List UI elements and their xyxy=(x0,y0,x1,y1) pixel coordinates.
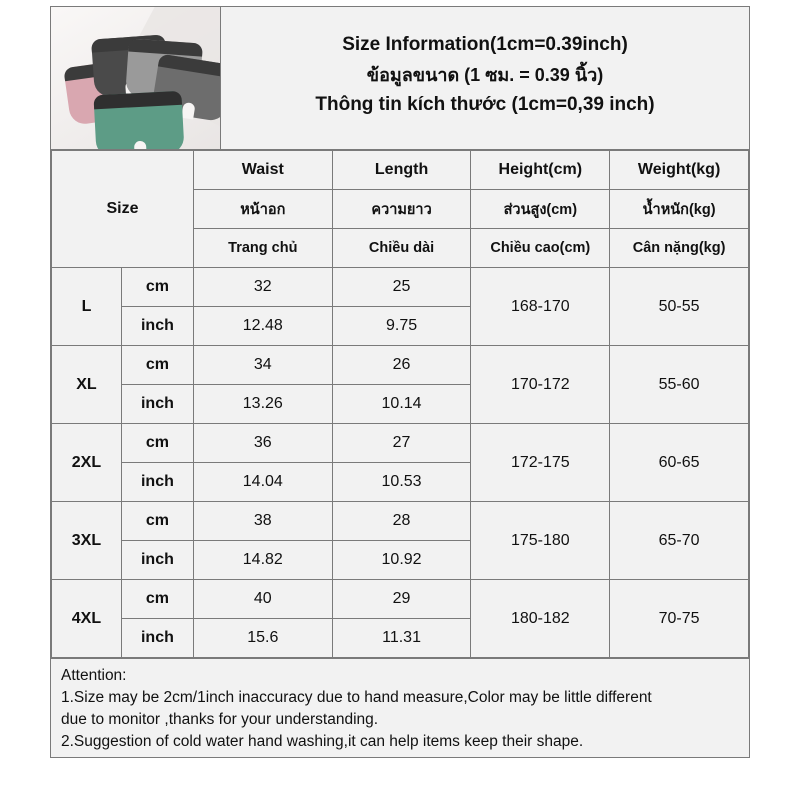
product-photo xyxy=(51,7,221,149)
table-row xyxy=(52,268,749,307)
unit-cm: cm xyxy=(121,346,193,385)
title-line-th: ข้อมูลขนาด (1 ซม. = 0.39 นิ้ว) xyxy=(366,65,604,85)
row-size-XL: XL xyxy=(52,346,122,424)
length-inch-4XL: 11.31 xyxy=(332,619,471,658)
col-header-waist-vi: Trang chủ xyxy=(193,229,332,268)
row-size-4XL: 4XL xyxy=(52,580,122,658)
waist-inch-3XL: 14.82 xyxy=(193,541,332,580)
col-header-length-th: ความยาว xyxy=(332,190,471,229)
col-header-waist-en: Waist xyxy=(193,151,332,190)
weight-4XL: 70-75 xyxy=(610,580,749,658)
waist-inch-L: 12.48 xyxy=(193,307,332,346)
col-header-length-en: Length xyxy=(332,151,471,190)
chart-header xyxy=(51,7,749,150)
attention-line-2: due to monitor ,thanks for your understanding. xyxy=(61,711,379,728)
height-3XL: 175-180 xyxy=(471,502,610,580)
height-L: 168-170 xyxy=(471,268,610,346)
attention-block xyxy=(51,658,749,757)
row-size-L: L xyxy=(52,268,122,346)
attention-line-1: 1.Size may be 2cm/1inch inaccuracy due to hand measure,Color may be little different xyxy=(61,689,652,706)
length-inch-L: 9.75 xyxy=(332,307,471,346)
row-size-3XL: 3XL xyxy=(52,502,122,580)
unit-inch: inch xyxy=(121,463,193,502)
table-row xyxy=(52,346,749,385)
table-header-row-en xyxy=(52,151,749,190)
col-header-weight-en: Weight(kg) xyxy=(610,151,749,190)
length-inch-XL: 10.14 xyxy=(332,385,471,424)
attention-heading: Attention: xyxy=(61,667,127,684)
waist-cm-3XL: 38 xyxy=(193,502,332,541)
col-header-height-vi: Chiều cao(cm) xyxy=(471,229,610,268)
height-XL: 170-172 xyxy=(471,346,610,424)
length-cm-L: 25 xyxy=(332,268,471,307)
col-header-height-en: Height(cm) xyxy=(471,151,610,190)
leg-gap xyxy=(134,141,147,149)
length-cm-XL: 26 xyxy=(332,346,471,385)
waist-inch-2XL: 14.04 xyxy=(193,463,332,502)
weight-2XL: 60-65 xyxy=(610,424,749,502)
waist-cm-XL: 34 xyxy=(193,346,332,385)
length-inch-2XL: 10.53 xyxy=(332,463,471,502)
col-header-waist-th: หน้าอก xyxy=(193,190,332,229)
table-row xyxy=(52,424,749,463)
weight-XL: 55-60 xyxy=(610,346,749,424)
weight-L: 50-55 xyxy=(610,268,749,346)
length-cm-3XL: 28 xyxy=(332,502,471,541)
unit-cm: cm xyxy=(121,424,193,463)
col-header-height-th: ส่วนสูง(cm) xyxy=(471,190,610,229)
waist-inch-XL: 13.26 xyxy=(193,385,332,424)
size-chart-sheet xyxy=(50,6,750,758)
row-size-2XL: 2XL xyxy=(52,424,122,502)
unit-cm: cm xyxy=(121,268,193,307)
height-4XL: 180-182 xyxy=(471,580,610,658)
title-line-en: Size Information(1cm=0.39inch) xyxy=(342,34,628,55)
length-cm-4XL: 29 xyxy=(332,580,471,619)
length-inch-3XL: 10.92 xyxy=(332,541,471,580)
table-row xyxy=(52,502,749,541)
size-header-cell: Size xyxy=(52,151,194,268)
waist-inch-4XL: 15.6 xyxy=(193,619,332,658)
col-header-length-vi: Chiều dài xyxy=(332,229,471,268)
unit-inch: inch xyxy=(121,385,193,424)
unit-cm: cm xyxy=(121,502,193,541)
col-header-weight-th: น้ำหนัก(kg) xyxy=(610,190,749,229)
waist-cm-4XL: 40 xyxy=(193,580,332,619)
weight-3XL: 65-70 xyxy=(610,502,749,580)
size-table xyxy=(51,150,749,658)
leg-gap xyxy=(181,102,195,120)
length-cm-2XL: 27 xyxy=(332,424,471,463)
height-2XL: 172-175 xyxy=(471,424,610,502)
title-block xyxy=(221,7,749,149)
unit-inch: inch xyxy=(121,541,193,580)
unit-cm: cm xyxy=(121,580,193,619)
unit-inch: inch xyxy=(121,307,193,346)
col-header-weight-vi: Cân nặng(kg) xyxy=(610,229,749,268)
unit-inch: inch xyxy=(121,619,193,658)
brief-green xyxy=(93,91,184,149)
title-line-vi: Thông tin kích thước (1cm=0,39 inch) xyxy=(315,94,655,115)
waist-cm-2XL: 36 xyxy=(193,424,332,463)
attention-line-3: 2.Suggestion of cold water hand washing,it can help items keep their shape. xyxy=(61,733,584,750)
table-row xyxy=(52,580,749,619)
waist-cm-L: 32 xyxy=(193,268,332,307)
